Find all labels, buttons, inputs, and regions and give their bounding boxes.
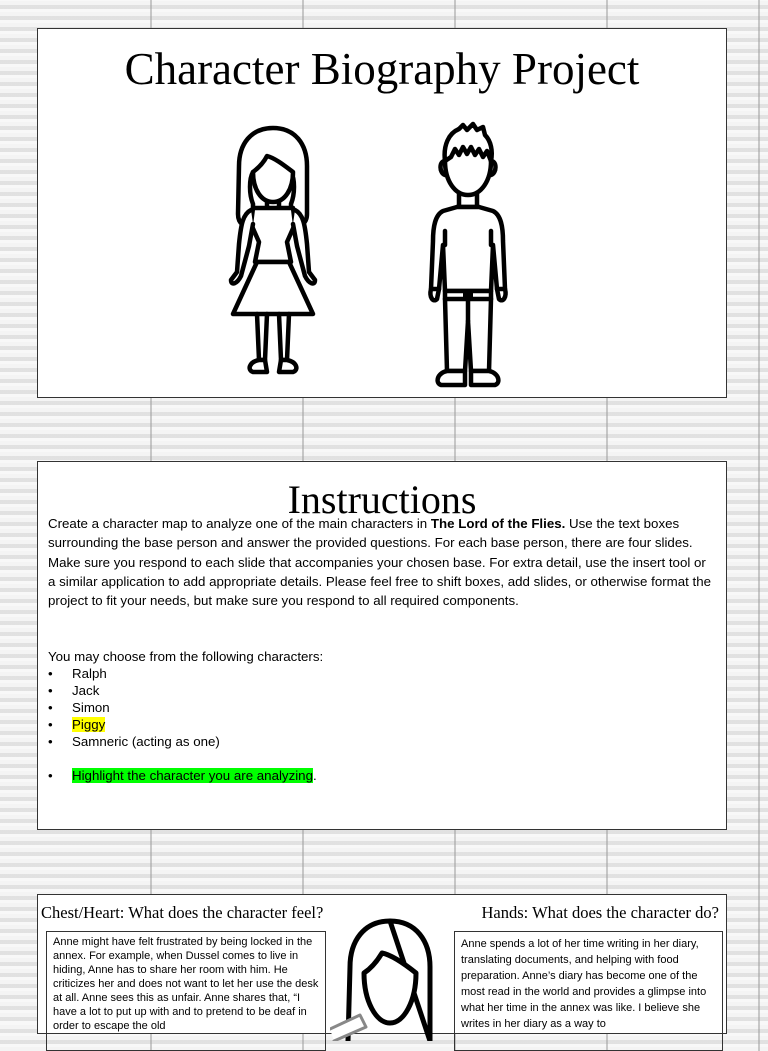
list-item — [48, 699, 317, 716]
highlight-note-period: . — [312, 768, 317, 783]
hands-answer-textbox[interactable]: Anne spends a lot of her time writing in her diary, translating documents, and helping with food preparation. Anne’s diary has become one of the most read in the world and provides a glimpse into what her time in the annex was like. I believe she writes in her diary as a way to — [454, 931, 723, 1051]
analysis-slide — [37, 894, 727, 1034]
book-title: The Lord of the Flies. — [430, 516, 566, 531]
choose-characters-line: You may choose from the following characters: — [48, 649, 324, 664]
instructions-paragraph — [48, 514, 714, 610]
instructions-slide — [37, 461, 727, 830]
list-item — [48, 767, 317, 784]
chest-answer-textbox[interactable]: Anne might have felt frustrated by being locked in the annex. For example, when Dussel comes to live in hiding, Anne has to share her room with him. He criticizes her and does not want to let her use the desk at all. Anne sees this as unfair. Anne shares that, “I have a lot to put up with and to pretend to be deaf in order to escape the old — [46, 931, 326, 1051]
list-item — [48, 733, 317, 750]
character-simon: Simon — [72, 700, 110, 715]
highlight-note: Highlight the character you are analyzing — [72, 768, 313, 783]
character-piggy: Piggy — [72, 717, 106, 732]
character-list — [48, 665, 317, 784]
chest-heading: Chest/Heart: What does the character feel? — [41, 903, 324, 922]
character-jack: Jack — [72, 683, 100, 698]
girl-figure-icon — [223, 124, 323, 386]
character-samneric: Samneric (acting as one) — [72, 734, 220, 749]
intro-text-end: Use the text boxes surrounding the base person and answer the provided questions. For each base person, there are four slides. Make sure you respond to each slide that accompanies your chosen base. For extra detail, use the insert tool or a similar application to add appropriate details. Please feel free to shift boxes, add slides, or otherwise format the project to fit your needs, but make sure you respond to all required components. — [48, 516, 711, 609]
character-ralph: Ralph — [72, 666, 107, 681]
instructions-heading: Instructions — [287, 477, 477, 522]
list-item — [48, 665, 317, 682]
boy-figure-icon — [423, 121, 513, 389]
hands-heading: Hands: What does the character do? — [481, 903, 719, 922]
girl-figure-icon — [330, 911, 450, 1041]
list-item — [48, 716, 317, 733]
intro-text-start: Create a character map to analyze one of the main characters in — [48, 516, 431, 531]
project-title: Character Biography Project — [124, 44, 640, 94]
title-slide — [37, 28, 727, 398]
list-item — [48, 682, 317, 699]
